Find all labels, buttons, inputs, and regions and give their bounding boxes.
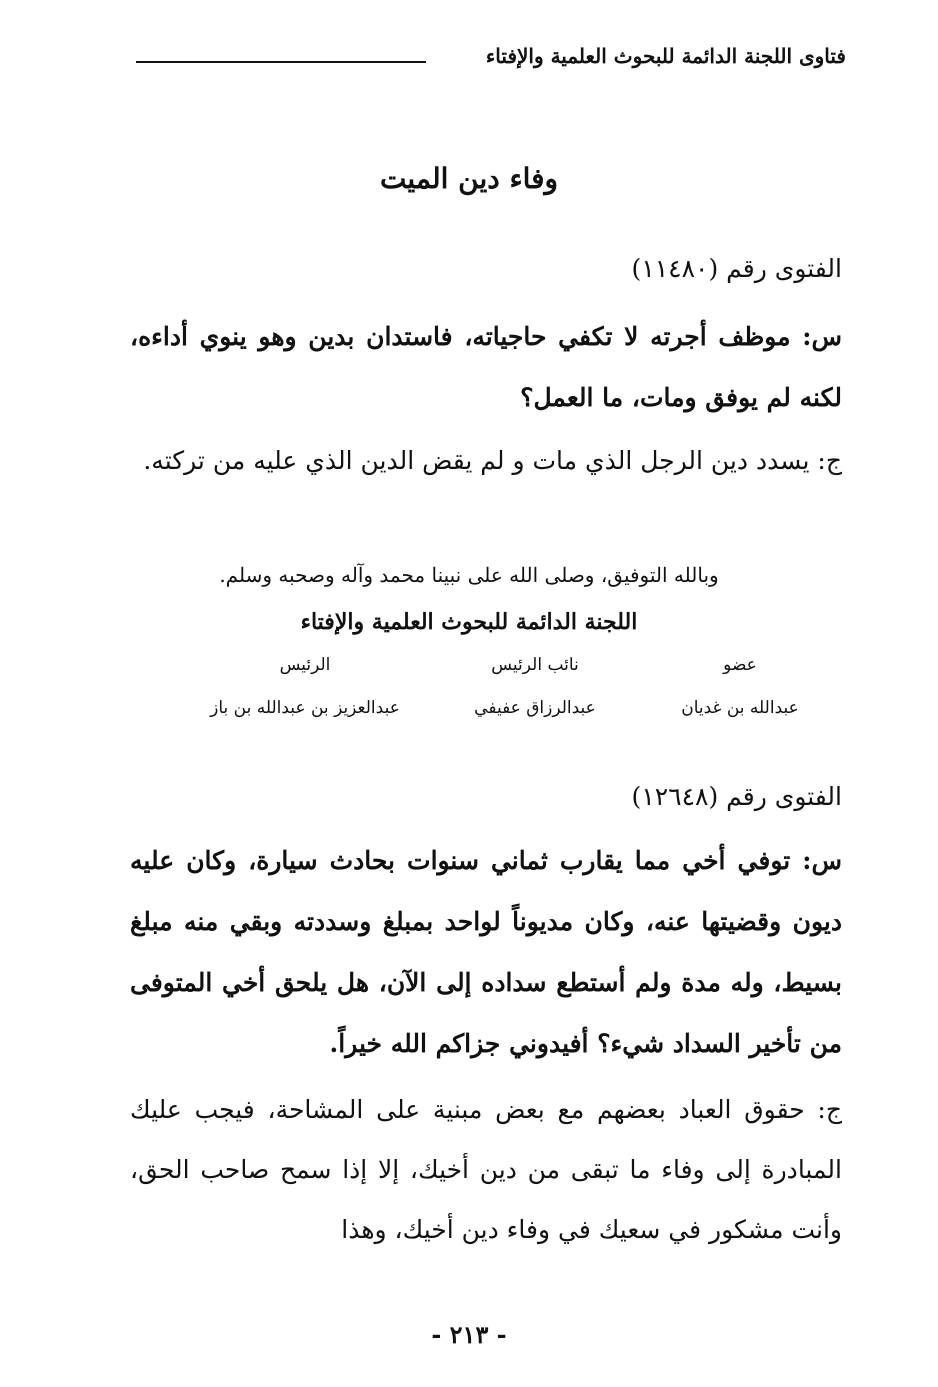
- fatwa-number-2: الفتوى رقم (١٢٦٤٨): [631, 782, 842, 811]
- running-header: [136, 40, 846, 84]
- fatwa-2-question: س: توفي أخي مما يقارب ثماني سنوات بحادث سيارة، وكان عليه ديون وقضيتها عنه، وكان مديوناً لواحد بمبلغ وسددته وبقي منه مبلغ بسيط، وله مدة ولم أستطع سداده إلى الآن، هل يلحق أخي المتوفى من تأخير السداد شيء؟ أفيدوني جزاكم الله خيراً.: [130, 846, 842, 1058]
- signatory-name-president: عبدالعزيز بن عبدالله بن باز: [210, 698, 400, 718]
- committee-name: اللجنة الدائمة للبحوث العلمية والإفتاء: [300, 609, 638, 635]
- signatory-role-member: عضو: [723, 655, 757, 675]
- running-title: فتاوى اللجنة الدائمة للبحوث العلمية والإفتاء: [485, 44, 846, 68]
- signatory-name-vice-president: عبدالرزاق عفيفي: [474, 698, 596, 718]
- page-number: - ٢١٣ -: [431, 1320, 507, 1349]
- closing-prayer: وبالله التوفيق، وصلى الله على نبينا محمد وآله وصحبه وسلم.: [219, 563, 719, 587]
- section-title: وفاء دين الميت: [379, 162, 559, 195]
- signatory-role-president: الرئيس: [279, 655, 331, 675]
- fatwa-2-answer: ج: حقوق العباد بعضهم مع بعض مبنية على المشاحة، فيجب عليك المبادرة إلى وفاء ما تبقى من دين أخيك، إلا إذا سمح صاحب الحق، وأنت مشكور في سعيك في وفاء دين أخيك، وهذا: [130, 1095, 842, 1244]
- header-rule: [136, 61, 426, 63]
- fatwa-1-question: س: موظف أجرته لا تكفي حاجياته، فاستدان بدين وهو ينوي أداءه، لكنه لم يوفق ومات، ما العمل؟: [130, 322, 842, 412]
- fatwa-number-1: الفتوى رقم (١١٤٨٠): [631, 254, 842, 283]
- signatory-role-vice-president: نائب الرئيس: [491, 655, 579, 675]
- signatory-name-member: عبدالله بن غديان: [681, 698, 799, 718]
- fatwa-1-answer: ج: يسدد دين الرجل الذي مات و لم يقض الدين الذي عليه من تركته.: [143, 446, 842, 475]
